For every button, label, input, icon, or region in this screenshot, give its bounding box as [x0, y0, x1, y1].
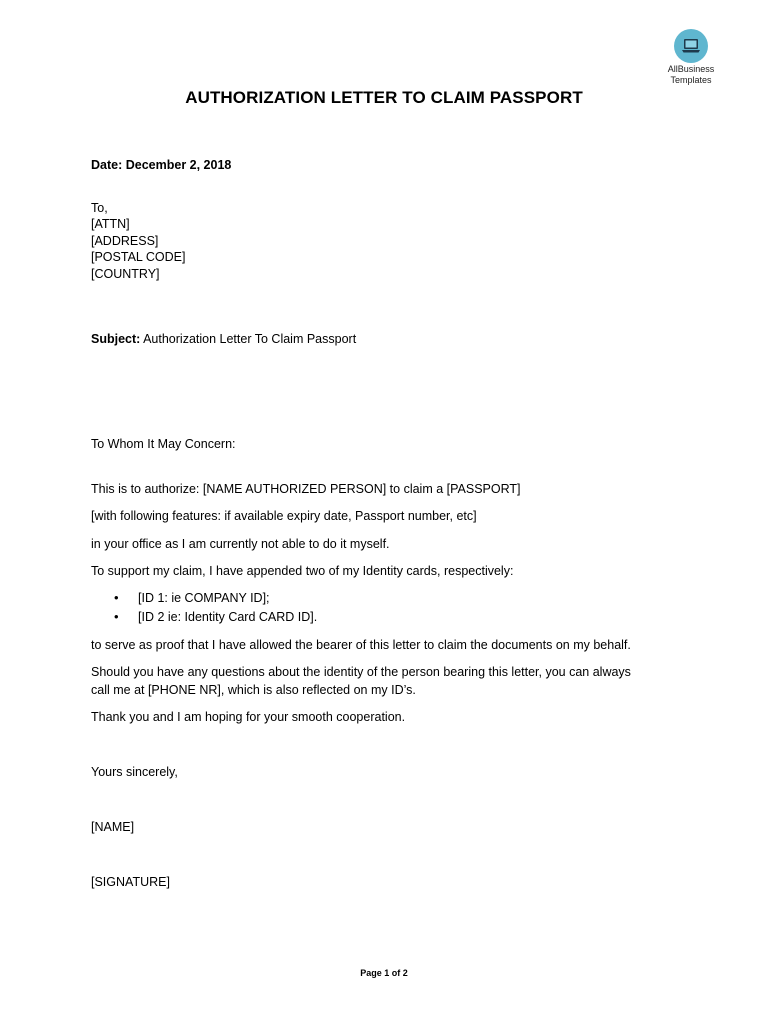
greeting: To Whom It May Concern:: [91, 437, 236, 451]
logo-text-line1: AllBusiness: [667, 64, 715, 74]
body-paragraph: call me at [PHONE NR], which is also reflected on my ID’s.: [91, 683, 416, 697]
address-line: To,: [91, 201, 108, 215]
page-number: Page 1 of 2: [360, 968, 408, 978]
list-item: [ID 2 ie: Identity Card CARD ID].: [138, 610, 318, 624]
bullet-marker: •: [114, 590, 119, 605]
signature-placeholder: [SIGNATURE]: [91, 875, 170, 889]
body-paragraph: [with following features: if available expiry date, Passport number, etc]: [91, 509, 477, 523]
address-line: [ATTN]: [91, 217, 130, 231]
bullet-marker: •: [114, 609, 119, 624]
laptop-icon: [674, 29, 708, 63]
body-paragraph: This is to authorize: [NAME AUTHORIZED PERSON] to claim a [PASSPORT]: [91, 482, 521, 496]
body-paragraph: to serve as proof that I have allowed the bearer of this letter to claim the documents on my behalf.: [91, 638, 631, 652]
allbusiness-templates-logo: [660, 29, 722, 85]
logo-text-line2: Templates: [670, 75, 712, 85]
subject-label: Subject:: [91, 332, 141, 346]
body-paragraph: Thank you and I am hoping for your smooth cooperation.: [91, 710, 406, 724]
body-paragraph: Should you have any questions about the identity of the person bearing this letter, you can always: [91, 665, 631, 679]
body-paragraph: To support my claim, I have appended two of my Identity cards, respectively:: [91, 564, 514, 578]
list-item: [ID 1: ie COMPANY ID];: [138, 591, 270, 605]
address-line: [COUNTRY]: [91, 267, 160, 281]
body-paragraph: in your office as I am currently not able to do it myself.: [91, 537, 390, 551]
subject-line: [91, 331, 356, 347]
subject-text: Authorization Letter To Claim Passport: [140, 332, 357, 346]
sender-name: [NAME]: [91, 820, 135, 834]
letter-date: Date: December 2, 2018: [91, 158, 232, 172]
closing: Yours sincerely,: [91, 765, 178, 779]
document-title: AUTHORIZATION LETTER TO CLAIM PASSPORT: [185, 88, 583, 107]
address-line: [ADDRESS]: [91, 234, 159, 248]
address-line: [POSTAL CODE]: [91, 250, 186, 264]
